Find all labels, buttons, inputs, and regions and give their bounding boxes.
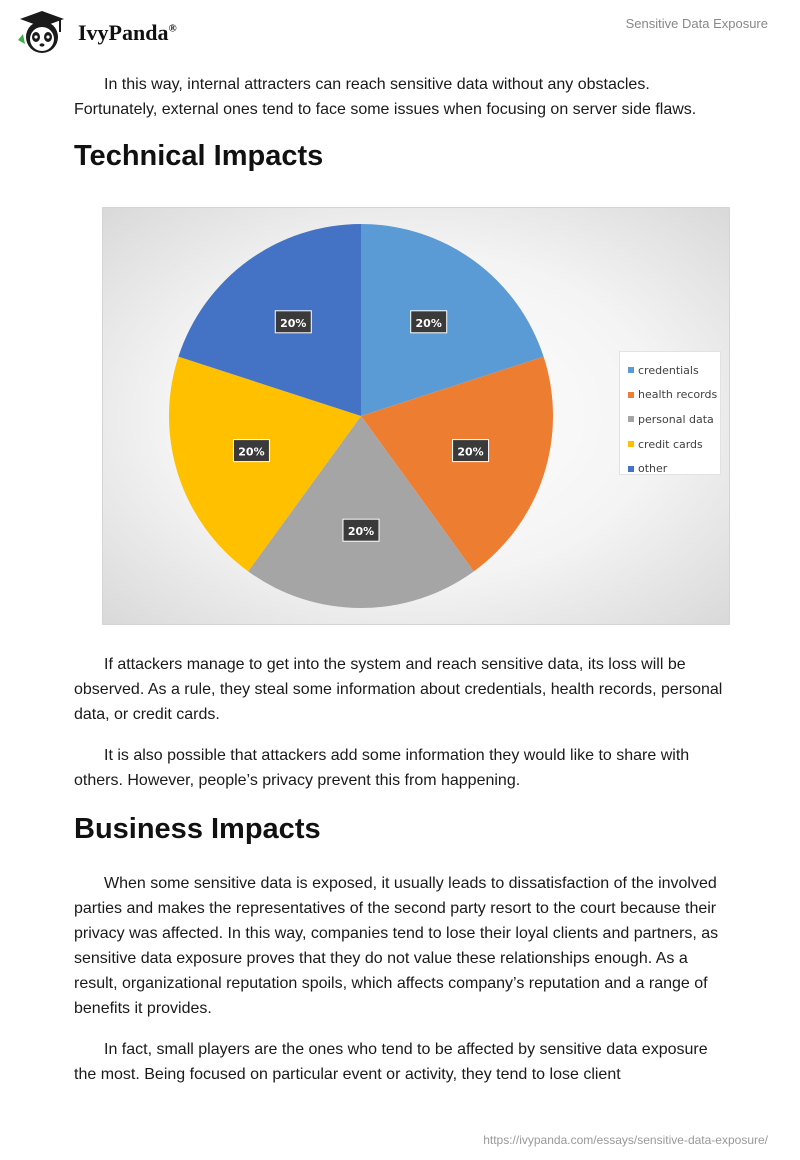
legend-swatch <box>628 392 634 398</box>
legend-label: health records <box>638 388 718 402</box>
paragraph-1: In this way, internal attracters can reach sensitive data without any obstacles. Fortunately, external ones tend to face some issues when focusing on server side flaws. <box>74 76 697 118</box>
legend-item-credentials <box>628 358 720 383</box>
legend-swatch <box>628 466 634 472</box>
legend-item-credit-cards <box>628 432 720 457</box>
legend-item-health-records <box>628 383 720 408</box>
svg-text:20%: 20% <box>238 445 265 459</box>
legend-label: other <box>638 462 668 476</box>
legend-swatch <box>628 441 634 447</box>
chart-legend <box>619 351 721 475</box>
pie-chart <box>102 207 730 625</box>
svg-text:20%: 20% <box>280 316 307 330</box>
pie-data-label-other <box>275 311 311 333</box>
legend-label: credentials <box>638 363 699 377</box>
paragraph-2: If attackers manage to get into the system and reach sensitive data, its loss will be observed. As a rule, they steal some information about credentials, health records, personal data, or credit cards. <box>74 656 723 723</box>
legend-label: personal data <box>638 412 714 426</box>
pie-data-label-health-records <box>453 440 489 462</box>
legend-swatch <box>628 367 634 373</box>
legend-item-other <box>628 456 720 481</box>
panda-logo-icon <box>14 10 70 56</box>
legend-item-personal-data <box>628 407 720 432</box>
paragraph-4: When some sensitive data is exposed, it usually leads to dissatisfaction of the involved parties and makes the representatives of the second party resort to the court because their privacy was affected. In this way, companies tend to lose their loyal clients and partners, as sensitive data exposure proves that they do not value these relationships enough. As a result, organizational reputation spoils, which affects company’s reputation and a range of benefits it provides. <box>74 875 719 1017</box>
legend-label: credit cards <box>638 437 703 451</box>
svg-text:20%: 20% <box>415 316 442 330</box>
legend-swatch <box>628 416 634 422</box>
heading-business-impacts: Business Impacts <box>74 813 321 845</box>
source-url[interactable]: https://ivypanda.com/essays/sensitive-data-exposure/ <box>483 1133 768 1147</box>
pie-data-label-credentials <box>411 311 447 333</box>
registered-mark: ® <box>168 22 177 35</box>
paragraph-3: It is also possible that attackers add some information they would like to share with others. However, people’s privacy prevent this from happening. <box>74 747 690 789</box>
page-header <box>0 0 800 70</box>
running-title: Sensitive Data Exposure <box>625 16 768 31</box>
svg-text:20%: 20% <box>347 525 375 539</box>
pie-data-label-credit-cards <box>233 440 269 462</box>
paragraph-5: In fact, small players are the ones who tend to be affected by sensitive data exposure the most. Being focused on particular event or activity, they tend to lose client <box>74 1041 708 1083</box>
heading-technical-impacts: Technical Impacts <box>74 140 324 172</box>
svg-text:20%: 20% <box>457 445 484 459</box>
pie-data-label-personal-data <box>343 519 379 541</box>
brand-name[interactable]: IvyPanda® <box>78 20 177 45</box>
